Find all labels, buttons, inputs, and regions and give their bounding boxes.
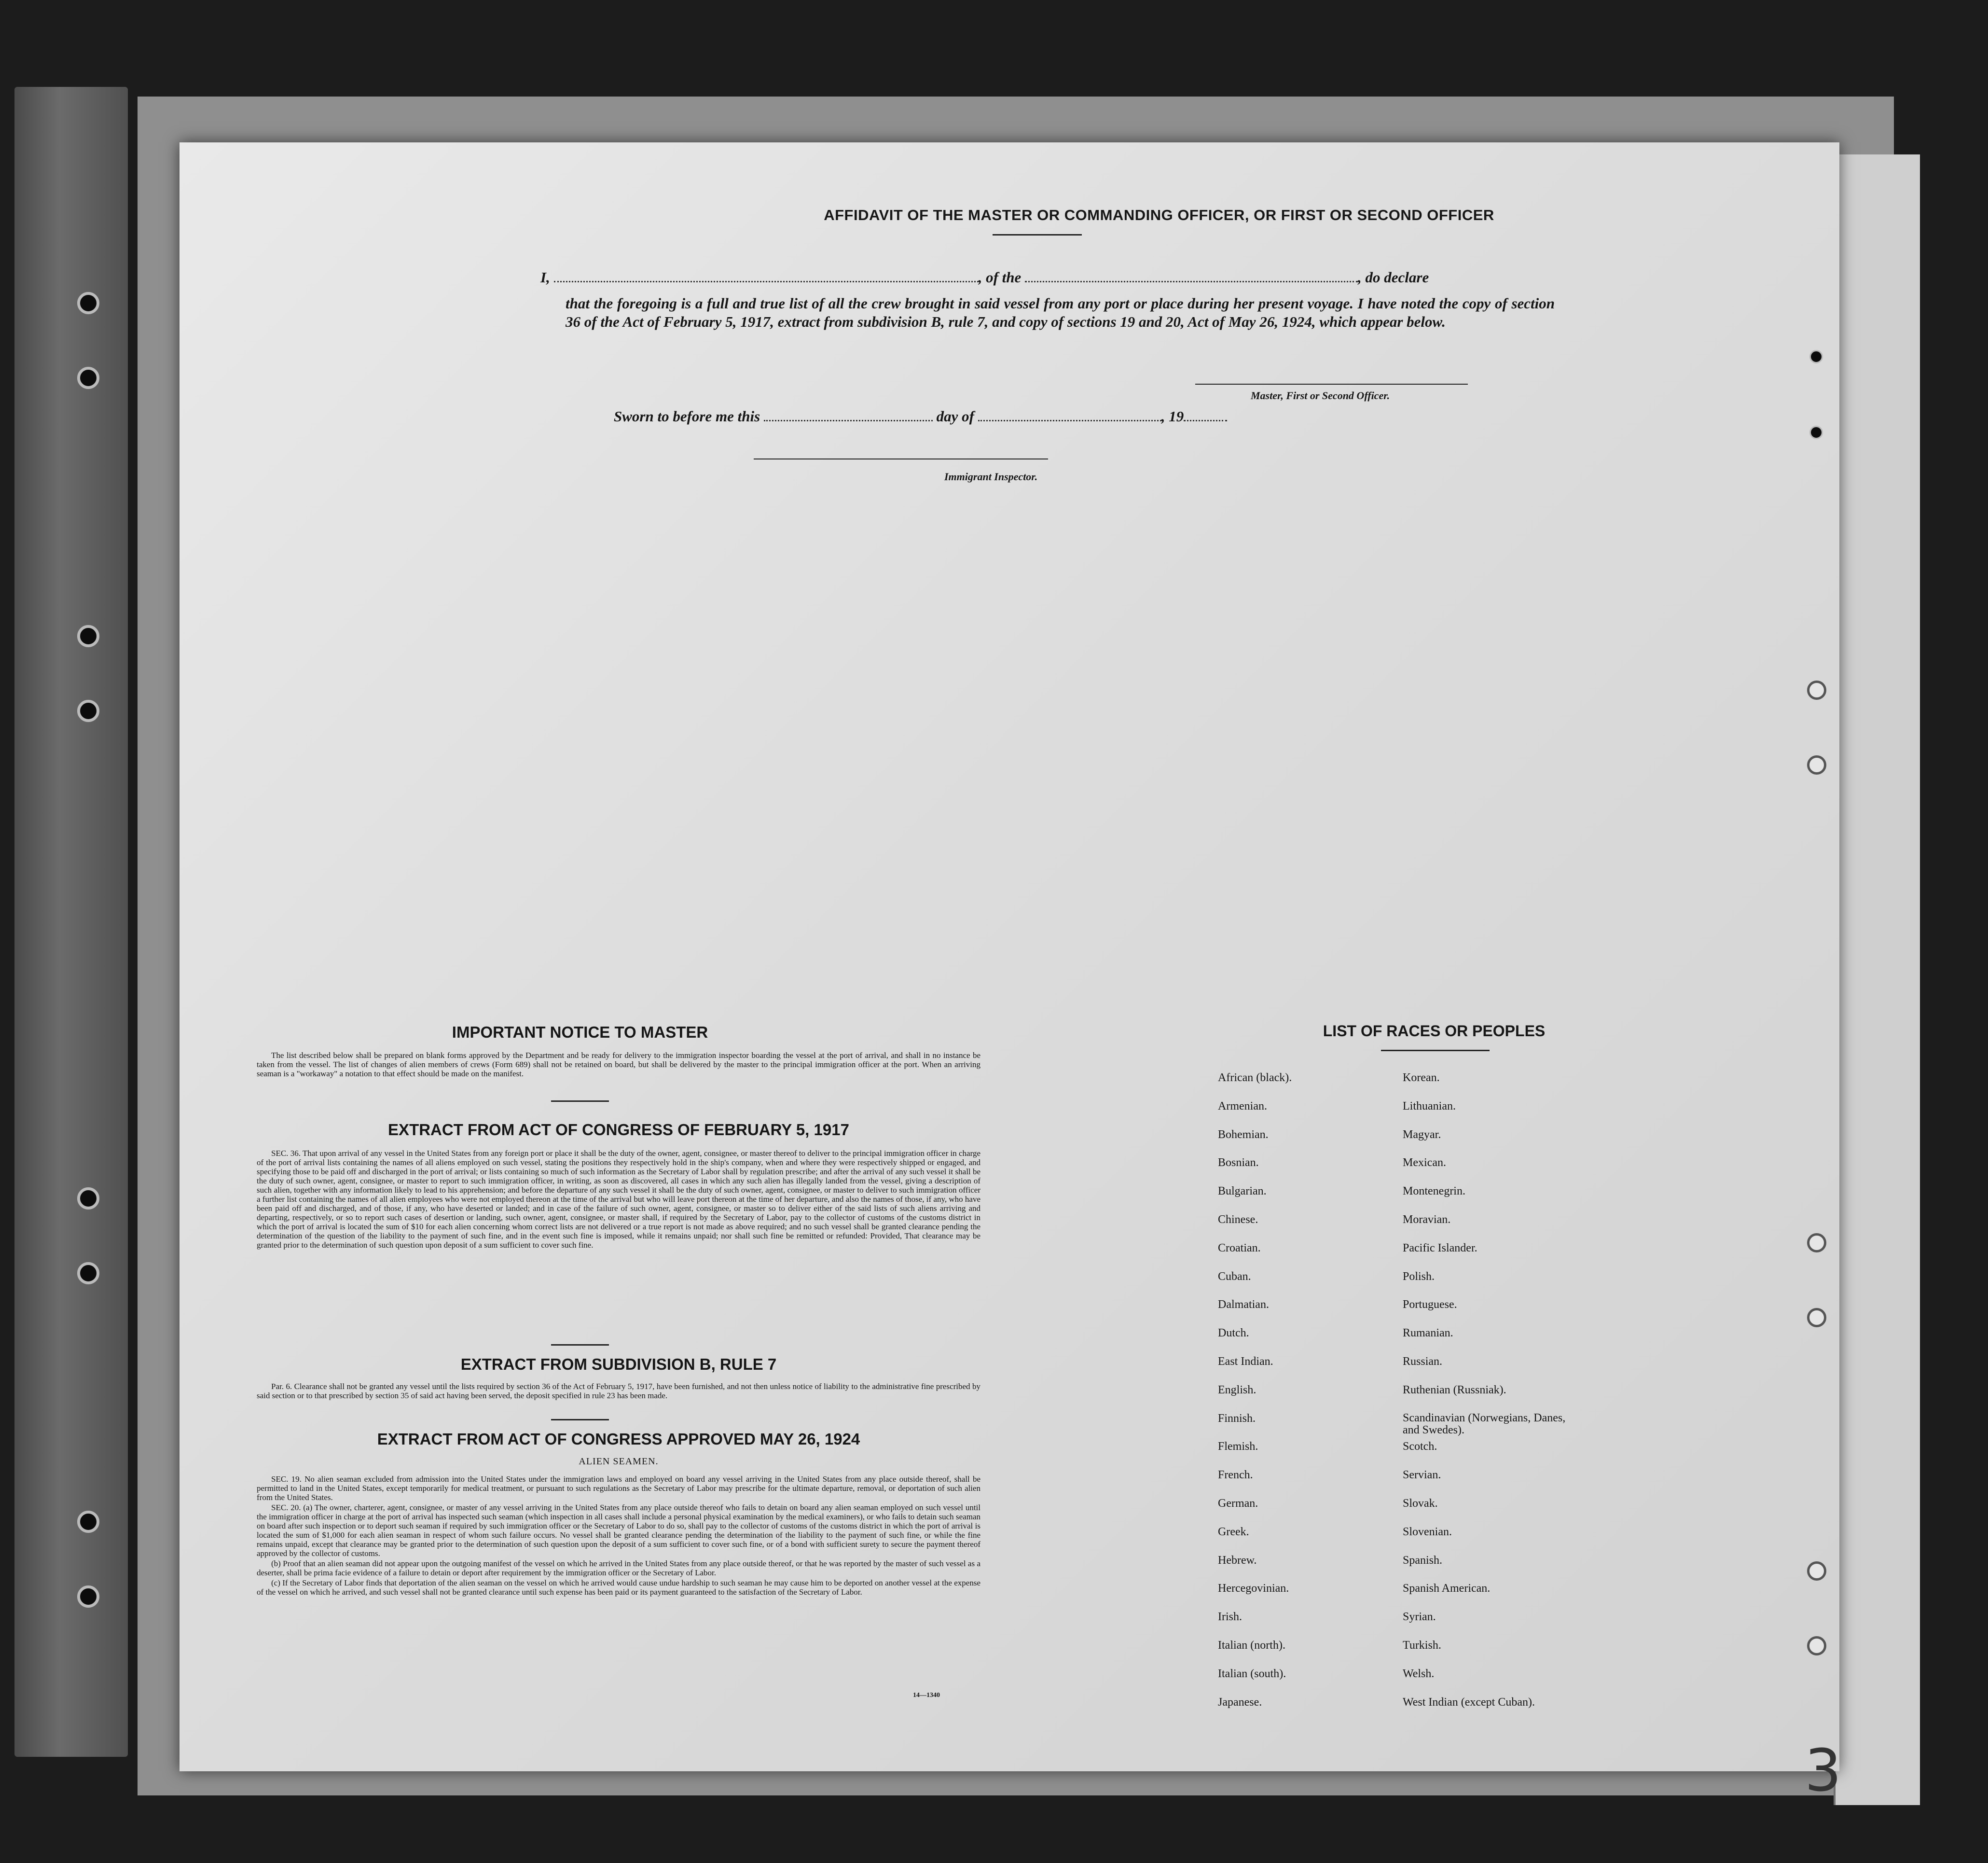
punch-hole xyxy=(1807,681,1826,700)
sworn-month-field[interactable] xyxy=(978,410,1161,421)
race-item: Bosnian. xyxy=(1218,1156,1259,1169)
races-heading: LIST OF RACES OR PEOPLES xyxy=(1323,1022,1546,1040)
race-item: Servian. xyxy=(1403,1469,1441,1482)
race-item: Slovak. xyxy=(1403,1497,1438,1510)
notice-heading: IMPORTANT NOTICE TO MASTER xyxy=(452,1023,708,1041)
punch-hole xyxy=(1807,1308,1826,1327)
race-item: Slovenian. xyxy=(1403,1525,1452,1538)
binder-hole xyxy=(77,292,99,314)
race-item: Pacific Islander. xyxy=(1403,1241,1477,1254)
sworn-prefix: Sworn to before me this xyxy=(614,408,760,425)
declarant-prefix: I, xyxy=(540,269,550,286)
act-1924-heading: EXTRACT FROM ACT OF CONGRESS APPROVED MAY 26, 1924 xyxy=(377,1430,860,1448)
binder-spine xyxy=(14,87,128,1757)
race-item: Spanish American. xyxy=(1403,1582,1491,1595)
race-item: Hercegovinian. xyxy=(1218,1582,1289,1595)
master-signature-line[interactable] xyxy=(1195,384,1468,385)
binder-hole xyxy=(77,367,99,389)
affidavit-title: AFFIDAVIT OF THE MASTER OR COMMANDING OFFICER, OR FIRST OR SECOND OFFICER xyxy=(824,207,1494,223)
race-item: Japanese. xyxy=(1218,1696,1262,1709)
race-item: Rumanian. xyxy=(1403,1327,1453,1340)
punch-hole xyxy=(1807,1233,1826,1252)
vessel-prefix: , of the xyxy=(978,269,1022,286)
section-divider xyxy=(551,1419,609,1420)
race-item: Turkish. xyxy=(1403,1639,1441,1652)
race-item: Cuban. xyxy=(1218,1270,1251,1283)
binder-hole xyxy=(77,625,99,647)
race-item: Polish. xyxy=(1403,1270,1435,1283)
race-item: Syrian. xyxy=(1403,1611,1436,1624)
race-item: West Indian (except Cuban). xyxy=(1403,1696,1535,1709)
punch-hole xyxy=(1807,1636,1826,1655)
act-1917-section-36: SEC. 36. That upon arrival of any vessel in the United States from any foreign port or place it shall be the duty of the owner, agent, consignee, or master thereof to deliver to the principal immigration officer in charge of the port of arrival lists containing the names of all aliens employed on such vessel, stating the positions they respectively hold in the ship's company, when and where they were respectively shipped or engaged, and specifying those to be paid off and discharged in the port of arrival; or lists containing so much of such information as the Secretary of Labor shall by regulation prescribe; and after the arrival of any such vessel it shall be the duty of such owner, agent, consignee, or master to report to such immigration officer, in writing, as soon as discovered, all cases in which any such alien has illegally landed from the vessel, giving a description of such alien, together with any information likely to lead to his apprehension; and before the departure of any such vessel it shall be the duty of such owner, agent, consignee, or master to deliver to such immigration officer a further list containing the names of all alien employees who were not employed thereon at the time of the arrival but who will leave port thereon at the time of her departure, and also the names of those, if any, who have been paid off and discharged, and of those, if any, who have deserted or landed; and in case of the failure of such owner, agent, consignee, or master so to deliver either of the said lists of such aliens arriving and departing, respectively, or so to report such cases of desertion or landing, such owner, agent, consignee, or master shall, if required by the Secretary of Labor, pay to the collector of customs of the customs district in which the port of arrival is located the sum of $10 for each alien concerning whom correct lists are not delivered or a true report is not made as above required; and no such vessel shall be granted clearance pending the determination of the question of the liability to the payment of such fine, and in the event such fine is imposed, while it remains unpaid; nor shall such fine be remitted or refunded: Provided, That clearance may be granted prior to the determination of such question upon deposit of a sum sufficient to cover such fine. xyxy=(257,1149,980,1250)
race-item: Montenegrin. xyxy=(1403,1185,1465,1198)
master-signature-label: Master, First or Second Officer. xyxy=(1251,389,1390,402)
declaration-paragraph: that the foregoing is a full and true list of all the crew brought in said vessel from any port or place during her present voyage. I have noted the copy of section 36 of the Act of February 5, 1917, extract from subdivision B, rule 7, and copy of sections 19 and 20, Act of May 26, 1924, which appear below. xyxy=(566,295,1555,330)
race-item: Spanish. xyxy=(1403,1554,1443,1567)
rule-7-text xyxy=(257,1382,980,1401)
race-item: Croatian. xyxy=(1218,1241,1261,1254)
act-1924-section-19: SEC. 19. No alien seaman excluded from admission into the United States under the immigration laws and employed on board any vessel arriving in the United States from any place outside thereof, shall be permitted to land in the United States, except temporarily for medical treatment, or pursuant to such regulations as the Secretary of Labor may prescribe for the ultimate departure, removal, or deportation of such alien from the United States. xyxy=(257,1474,980,1502)
inspector-signature-label: Immigrant Inspector. xyxy=(944,471,1038,483)
race-item: Welsh. xyxy=(1403,1667,1435,1680)
notice-text xyxy=(257,1051,980,1079)
act-1917-heading: EXTRACT FROM ACT OF CONGRESS OF FEBRUARY 5, 1917 xyxy=(388,1121,849,1139)
race-item: African (black). xyxy=(1218,1071,1292,1084)
race-item: Ruthenian (Russniak). xyxy=(1403,1383,1506,1396)
rule-7-heading: EXTRACT FROM SUBDIVISION B, RULE 7 xyxy=(460,1355,777,1373)
vessel-name-field[interactable] xyxy=(1025,271,1358,282)
races-right-column xyxy=(1403,1071,1576,1724)
race-item: Armenian. xyxy=(1218,1099,1267,1112)
act-1924-text xyxy=(257,1474,980,1598)
races-rule xyxy=(1381,1050,1490,1051)
binder-hole xyxy=(77,1585,99,1608)
race-item: Greek. xyxy=(1218,1525,1249,1538)
race-item: Bulgarian. xyxy=(1218,1185,1267,1198)
declarant-name-field[interactable] xyxy=(554,271,979,282)
binder-hole xyxy=(77,1262,99,1284)
form-number: 14—1340 xyxy=(913,1692,940,1699)
handwritten-page-number: 3 xyxy=(1805,1738,1842,1805)
rule-7-paragraph: Par. 6. Clearance shall not be granted any vessel until the lists required by section 36 of the Act of February 5, 1917, have been furnished, and not then unless notice of liability to the administrative fine prescribed by said section or to that prescribed by section 35 of said act having been served, the deposit specified in rule 23 has been made. xyxy=(257,1382,980,1400)
section-divider xyxy=(551,1344,609,1346)
punch-hole xyxy=(1809,426,1823,439)
race-item: Russian. xyxy=(1403,1355,1443,1368)
race-item: Mexican. xyxy=(1403,1156,1446,1169)
alien-seamen-subheading: ALIEN SEAMEN. xyxy=(579,1456,659,1467)
binder-hole xyxy=(77,1511,99,1533)
race-item: Hebrew. xyxy=(1218,1554,1257,1567)
race-item: Italian (south). xyxy=(1218,1667,1286,1680)
sworn-day-field[interactable] xyxy=(764,410,933,421)
race-item: Flemish. xyxy=(1218,1440,1258,1453)
race-item: Bohemian. xyxy=(1218,1128,1269,1141)
race-item: French. xyxy=(1218,1469,1253,1482)
race-item: Finnish. xyxy=(1218,1412,1256,1425)
affidavit-page xyxy=(179,142,1839,1771)
notice-paragraph: The list described below shall be prepared on blank forms approved by the Department and be ready for delivery to the immigration inspector boarding the vessel at the port of arrival, and shall in no instance be taken from the vessel. The list of changes of alien members of crews (Form 689) shall not be retained on board, but shall be delivered by the master to the principal immigration officer at the port. When an arriving seaman is a "workaway" a notation to that effect should be made on the manifest. xyxy=(257,1051,980,1078)
race-item: Dutch. xyxy=(1218,1327,1249,1340)
race-item: Chinese. xyxy=(1218,1213,1258,1226)
act-1924-section-20c: (c) If the Secretary of Labor finds that deportation of the alien seaman on the vessel on which he arrived would cause undue hardship to such seaman he may cause him to be deported on another vessel at the expense of the vessel on which he arrived, and such vessel shall not be granted clearance until such expense has been paid or its payment guaranteed to the satisfaction of the Secretary of Labor. xyxy=(257,1578,980,1597)
sworn-year-field[interactable] xyxy=(1184,410,1227,421)
declaration-line xyxy=(540,269,1429,286)
sworn-day-label: day of xyxy=(936,408,974,425)
race-item: English. xyxy=(1218,1383,1256,1396)
punch-hole xyxy=(1807,755,1826,775)
section-divider xyxy=(551,1100,609,1102)
race-item: Scotch. xyxy=(1403,1440,1437,1453)
declare-suffix: , do declare xyxy=(1358,269,1429,286)
races-list xyxy=(1218,1071,1831,1728)
underlying-manifest-edge xyxy=(1834,154,1920,1805)
sworn-year-label: , 19 xyxy=(1161,408,1184,425)
race-item: Irish. xyxy=(1218,1611,1242,1624)
sworn-line xyxy=(614,408,1227,425)
act-1917-text xyxy=(257,1149,980,1251)
act-1924-section-20b: (b) Proof that an alien seaman did not appear upon the outgoing manifest of the vessel on which he arrived in the United States from any place outside thereof, or that he was reported by the master of such vessel as a deserter, shall be prima facie evidence of a failure to detain or deport after requirement by the immigration officer or the Secretary of Labor. xyxy=(257,1559,980,1577)
race-item: Italian (north). xyxy=(1218,1639,1285,1652)
punch-hole xyxy=(1807,1561,1826,1581)
race-item: Dalmatian. xyxy=(1218,1298,1269,1311)
act-1924-section-20a: SEC. 20. (a) The owner, charterer, agent, consignee, or master of any vessel arriving in the United States from any place outside thereof who fails to detain on board any alien seaman employed on such vessel until the immigration officer in charge at the port of arrival has inspected such seaman (which inspection in all cases shall include a personal physical examination by the medical examiners), or who fails to detain such seaman on board after such inspection or to deport such seaman if required by such immigration officer or the Secretary of Labor to do so, shall pay to the collector of customs of the customs district in which the port of arrival is located the sum of $1,000 for each alien seaman in respect of whom such failure occurs. No vessel shall be granted clearance pending the determination of the liability to the payment of such fine, or while the fine remains unpaid, except that clearance may be granted prior to the determination of such question upon the deposit of a sum sufficient to cover such fine, or of a bond with sufficient surety to secure the payment thereof approved by the collector of customs. xyxy=(257,1503,980,1558)
race-item: Scandinavian (Norwegians, Danes, and Swedes). xyxy=(1403,1411,1566,1436)
race-item: Magyar. xyxy=(1403,1128,1441,1141)
title-rule xyxy=(993,234,1082,236)
binder-hole xyxy=(77,1187,99,1210)
race-item: Portuguese. xyxy=(1403,1298,1457,1311)
race-item: East Indian. xyxy=(1218,1355,1273,1368)
race-item: Lithuanian. xyxy=(1403,1099,1456,1112)
races-left-column xyxy=(1218,1071,1292,1724)
binder-hole xyxy=(77,700,99,722)
race-item: Moravian. xyxy=(1403,1213,1451,1226)
punch-hole xyxy=(1809,350,1823,363)
race-item: Korean. xyxy=(1403,1071,1440,1084)
race-item: German. xyxy=(1218,1497,1258,1510)
